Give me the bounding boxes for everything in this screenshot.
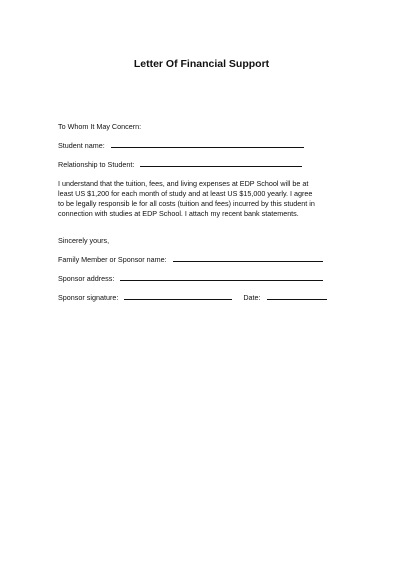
sponsor-address-field[interactable] — [120, 274, 323, 281]
paragraph-line: connection with studies at EDP School. I attach my recent bank statements. — [58, 209, 299, 218]
family-sponsor-field[interactable] — [173, 255, 323, 262]
paragraph-line: I understand that the tuition, fees, and living expenses at EDP School will be at — [58, 179, 309, 188]
sponsor-signature-label: Sponsor signature: — [58, 293, 119, 302]
family-sponsor-row — [58, 255, 323, 264]
relationship-row — [58, 160, 302, 169]
sponsor-address-label: Sponsor address: — [58, 274, 115, 283]
salutation: To Whom It May Concern: — [58, 122, 142, 131]
date-label: Date: — [243, 293, 261, 302]
support-paragraph — [58, 179, 348, 219]
closing: Sincerely yours, — [58, 236, 110, 245]
sponsor-address-row — [58, 274, 323, 283]
student-name-row — [58, 141, 304, 150]
sponsor-signature-row — [58, 293, 327, 302]
date-field[interactable] — [267, 293, 327, 300]
family-sponsor-label: Family Member or Sponsor name: — [58, 255, 167, 264]
sponsor-signature-field[interactable] — [124, 293, 232, 300]
student-name-label: Student name: — [58, 141, 105, 150]
relationship-field[interactable] — [140, 160, 302, 167]
paragraph-line: to be legally responsib le for all costs (tuition and fees) incurred by this student in — [58, 199, 315, 208]
relationship-label: Relationship to Student: — [58, 160, 135, 169]
student-name-field[interactable] — [111, 141, 304, 148]
paragraph-line: least US $1,200 for each month of study and at least US $15,000 yearly. I agree — [58, 189, 313, 198]
letter-title: Letter Of Financial Support — [133, 58, 270, 70]
